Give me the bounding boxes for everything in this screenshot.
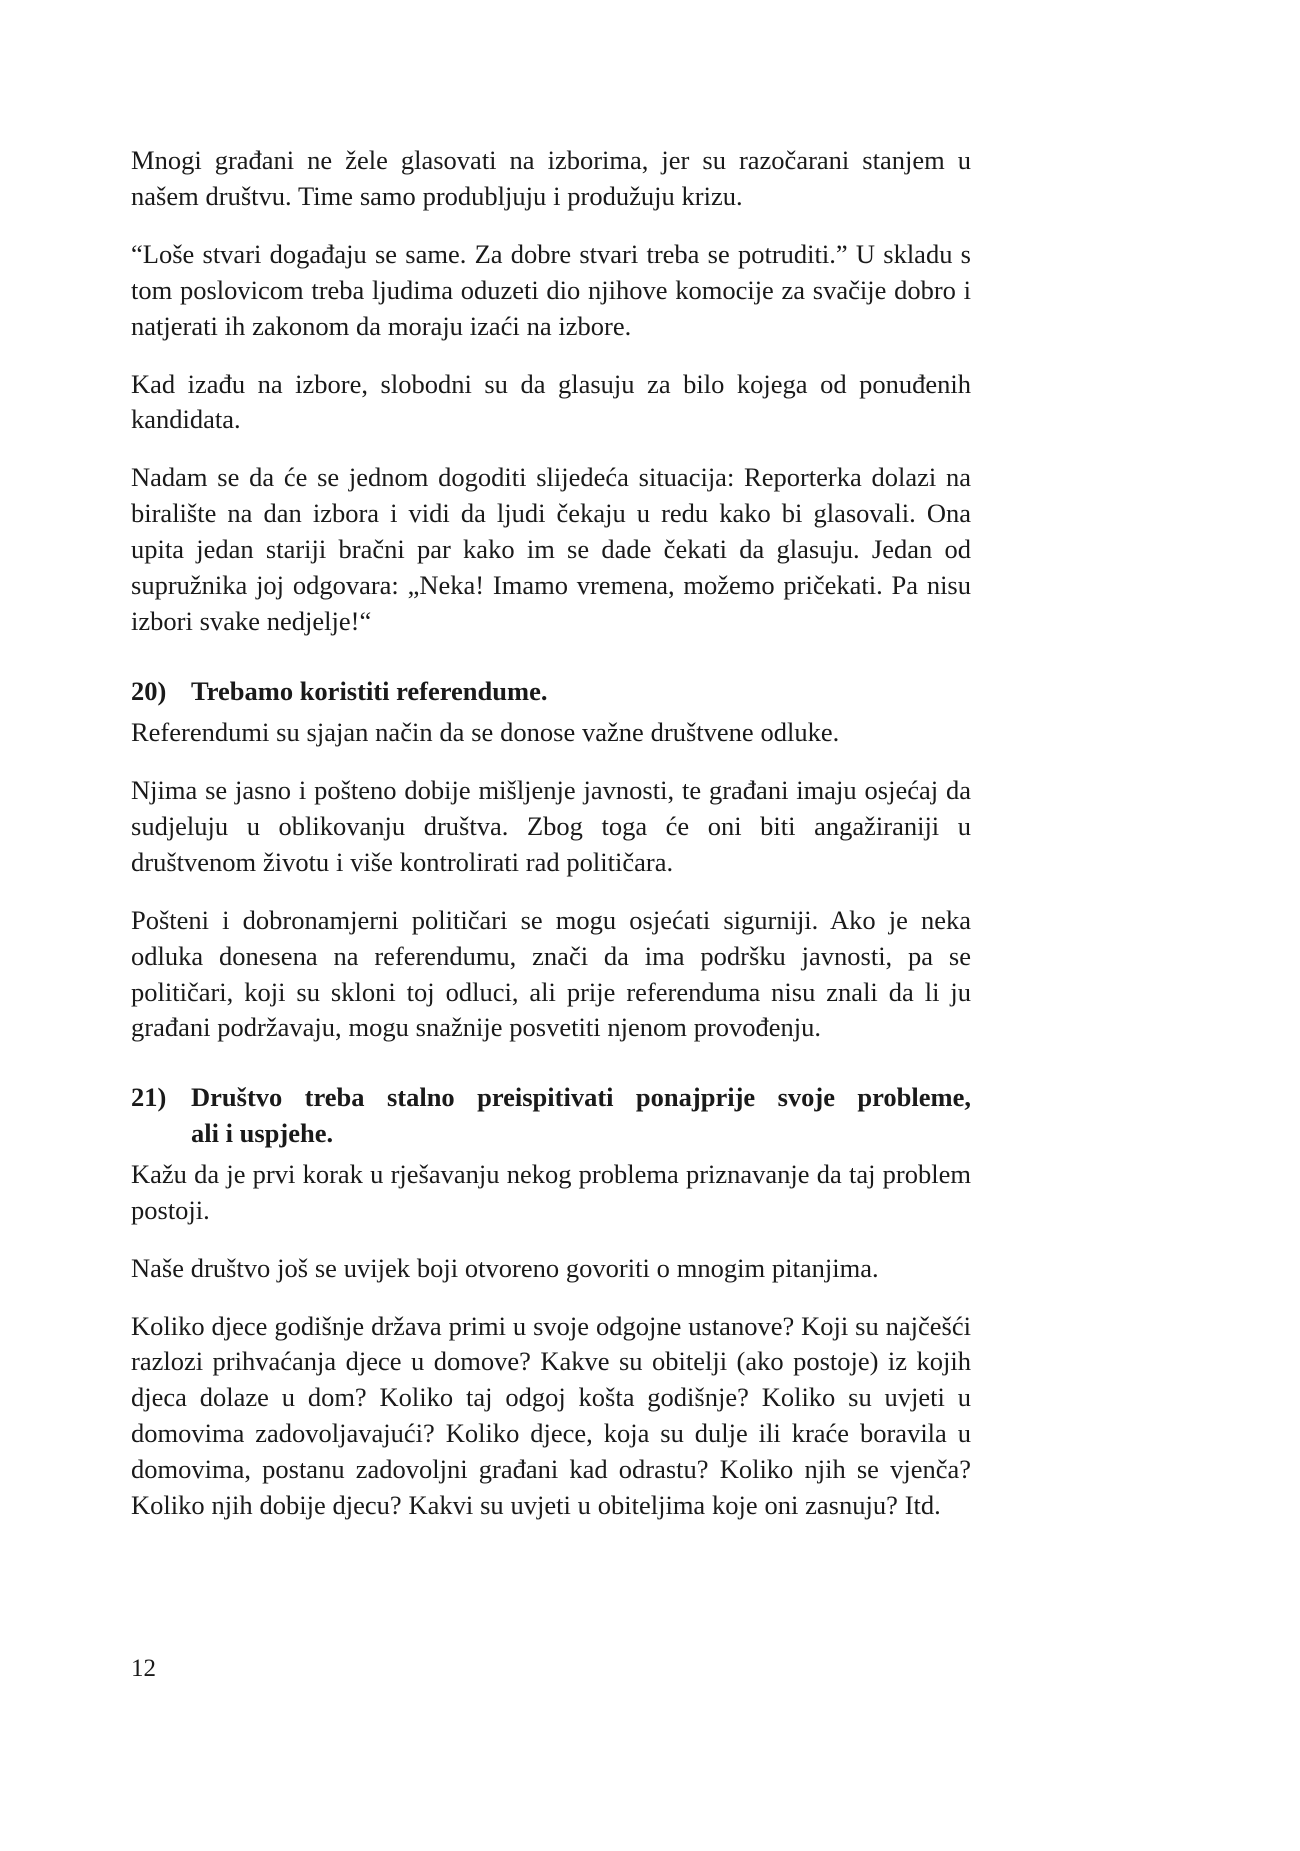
- heading-21-line-1: Društvo treba stalno preispitivati ponajprije svoje probleme,: [191, 1082, 971, 1113]
- paragraph-1: Mnogi građani ne žele glasovati na izborima, jer su razočarani stanjem u našem društvu. Time samo produbljuju i produžuju krizu.: [131, 145, 971, 211]
- paragraph-2: “Loše stvari događaju se same. Za dobre stvari treba se potruditi.” U skladu s tom poslovicom treba ljudima oduzeti dio njihove komocije za svačije dobro i natjerati ih zakonom da moraju izaći na izbore.: [131, 238, 971, 341]
- page-number: 12: [131, 1655, 156, 1682]
- heading-20: [131, 674, 971, 709]
- paragraph-3: Kad izađu na izbore, slobodni su da glasuju za bilo kojega od ponuđenih kandidata.: [131, 368, 971, 435]
- paragraph-10: Koliko djece godišnje država primi u svoje odgojne ustanove? Koji su najčešći razlozi prihvaćanja djece u domove? Kakve su obitelji (ako postoje) iz kojih djeca dolaze u dom? Koliko taj odgoj košta godišnje? Koliko su uvjeti u domovima zadovoljavajući? Koliko djece, koja su dulje ili kraće boravila u domovima, postanu zadovoljni građani kad odrastu? Koliko njih se vjenča? Koliko njih dobije djecu? Kakvi su uvjeti u obiteljima koje oni zasnuju? Itd.: [131, 1310, 971, 1521]
- paragraph-4: Nadam se da će se jednom dogoditi slijedeća situacija: Reporterka dolazi na biralište na dan izbora i vidi da ljudi čekaju u redu kako bi glasovali. Ona upita jedan stariji bračni par kako im se dade čekati da glasuju. Jedan od supružnika joj odgovara: „Neka! Imamo vremena, možemo pričekati. Pa nisu izbori svake nedjelje!“: [131, 462, 971, 636]
- paragraph-7: Pošteni i dobronamjerni političari se mogu osjećati sigurniji. Ako je neka odluka donesena na referendumu, znači da ima podršku javnosti, pa se političari, koji su skloni toj odluci, ali prije referenduma nisu znali da li ju građani podržavaju, mogu snažnije posvetiti njenom provođenju.: [131, 904, 971, 1043]
- heading-21: [131, 1080, 971, 1150]
- paragraph-6: Njima se jasno i pošteno dobije mišljenje javnosti, te građani imaju osjećaj da sudjeluju u oblikovanju društva. Zbog toga će oni biti angažiraniji u društvenom životu i više kontrolirati rad političara.: [131, 775, 971, 877]
- paragraph-8: Kažu da je prvi korak u rješavanju nekog problema priznavanje da taj problem postoji.: [131, 1158, 971, 1225]
- heading-20-number: 20): [131, 675, 167, 706]
- heading-21-text: [191, 1080, 971, 1150]
- heading-21-number: 21): [131, 1082, 167, 1113]
- heading-21-line-2: ali i uspjehe.: [191, 1117, 334, 1148]
- paragraph-9: Naše društvo još se uvijek boji otvoreno govoriti o mnogim pitanjima.: [131, 1252, 879, 1283]
- page-text-column: [131, 143, 971, 1546]
- heading-20-text: Trebamo koristiti referendume.: [191, 675, 548, 706]
- paragraph-5: Referendumi su sjajan način da se donose važne društvene odluke.: [131, 717, 840, 748]
